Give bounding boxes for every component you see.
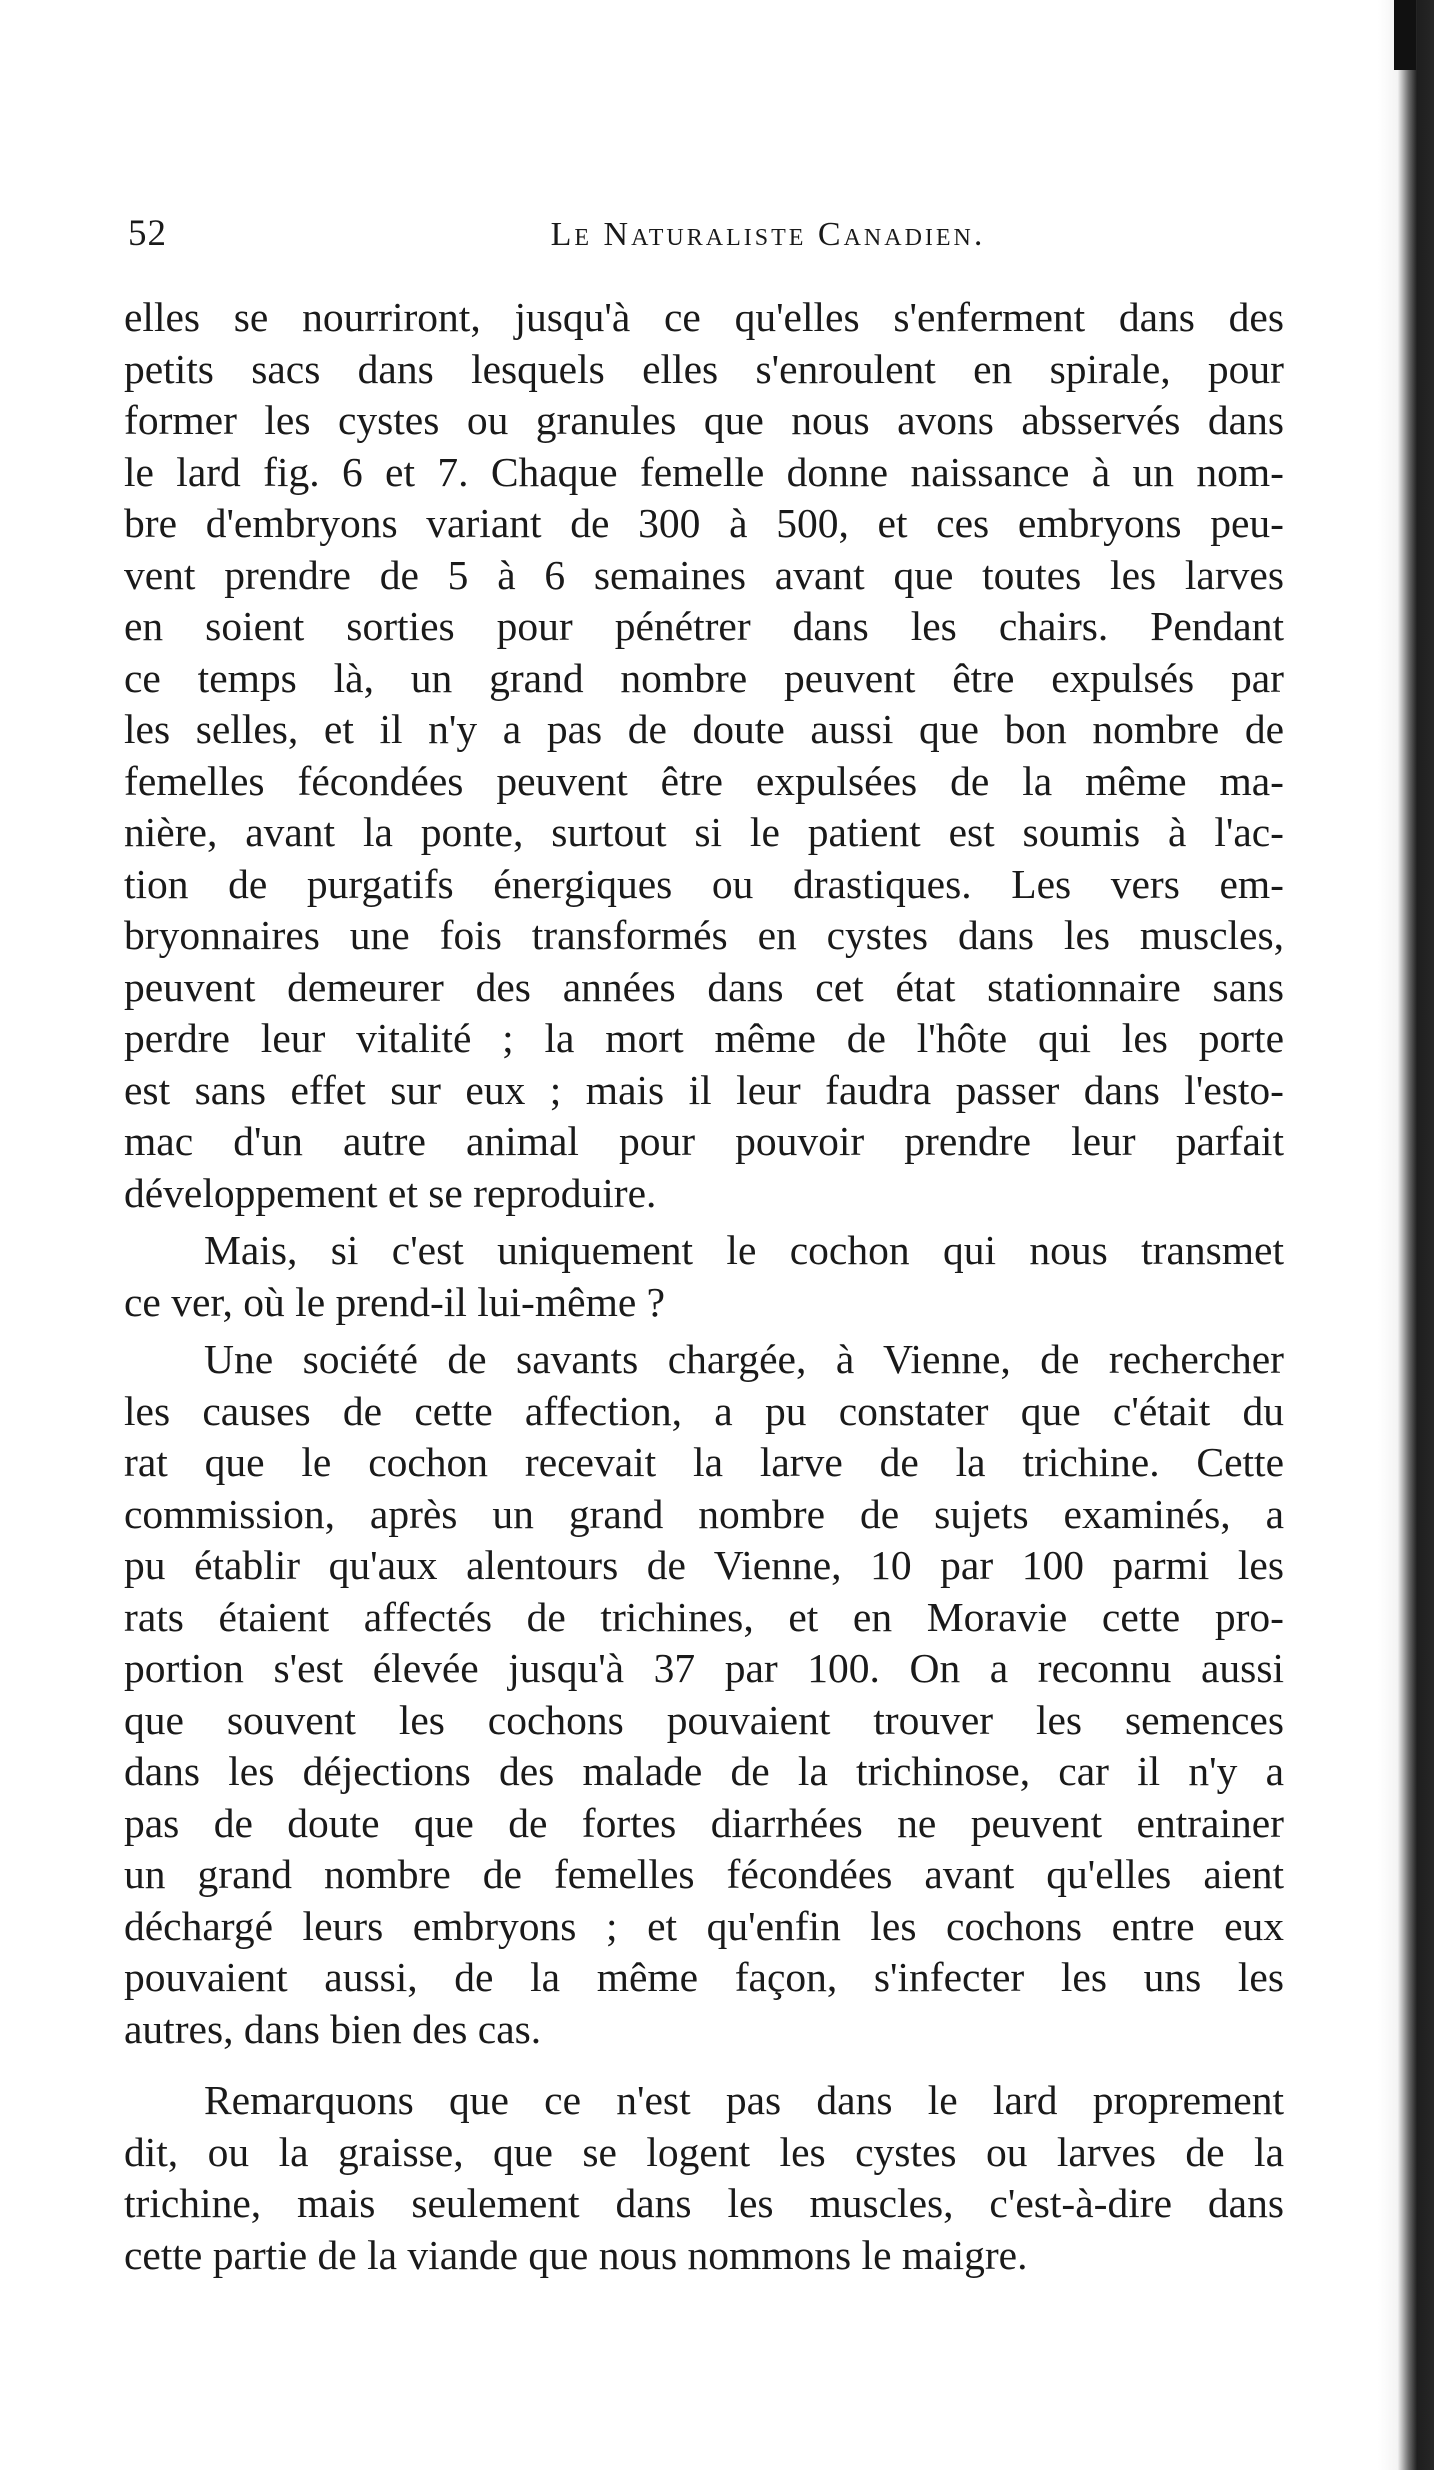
paragraph-3 bbox=[124, 1334, 1284, 2055]
text-line: nière, avant la ponte, surtout si le patient est soumis à l'ac- bbox=[124, 809, 1284, 855]
text-line: cette partie de la viande que nous nommons le maigre. bbox=[124, 2231, 1028, 2278]
text-line: tion de purgatifs énergiques ou drastiques. Les vers em- bbox=[124, 860, 1284, 907]
text-line: former les cystes ou granules que nous avons absservés dans bbox=[124, 397, 1284, 443]
text-line: pas de doute que de fortes diarrhées ne peuvent entrainer bbox=[124, 1799, 1284, 1846]
paragraph-spacer bbox=[124, 2055, 1284, 2075]
text-line: rats étaient affectés de trichines, et en Moravie cette pro- bbox=[124, 1593, 1284, 1640]
body-text bbox=[124, 292, 1284, 2281]
text-line: déchargé leurs embryons ; et qu'enfin les cochons entre eux bbox=[124, 1902, 1284, 1949]
book-spine-edge bbox=[1378, 0, 1434, 2470]
text-line: rat que le cochon recevait la larve de la trichine. Cette bbox=[124, 1439, 1284, 1485]
text-line: un grand nombre de femelles fécondées avant qu'elles aient bbox=[124, 1851, 1284, 1897]
text-line: trichine, mais seulement dans les muscles, c'est-à-dire dans bbox=[124, 2180, 1284, 2226]
text-line: pouvaient aussi, de la même façon, s'infecter les uns les bbox=[124, 1954, 1284, 2000]
text-line: le lard fig. 6 et 7. Chaque femelle donne naissance à un nom- bbox=[124, 448, 1284, 495]
text-line: est sans effet sur eux ; mais il leur faudra passer dans l'esto- bbox=[124, 1066, 1284, 1113]
paragraph-4 bbox=[124, 2075, 1284, 2281]
text-line: portion s'est élevée jusqu'à 37 par 100. On a reconnu aussi bbox=[124, 1645, 1284, 1691]
paragraph-2 bbox=[124, 1225, 1284, 1328]
text-line: commission, après un grand nombre de sujets examinés, a bbox=[124, 1490, 1284, 1537]
text-line: bre d'embryons variant de 300 à 500, et ces embryons peu- bbox=[124, 500, 1284, 546]
text-line: Une société de savants chargée, à Vienne, de rechercher bbox=[204, 1336, 1284, 1382]
text-line: en soient sorties pour pénétrer dans les chairs. Pendant bbox=[124, 603, 1284, 649]
text-line: ce ver, où le prend-il lui-même ? bbox=[124, 1278, 666, 1325]
paragraph-1 bbox=[124, 292, 1284, 1219]
text-line: développement et se reproduire. bbox=[124, 1169, 657, 1216]
text-line: peuvent demeurer des années dans cet état stationnaire sans bbox=[124, 963, 1284, 1010]
text-line: autres, dans bien des cas. bbox=[124, 2005, 542, 2052]
text-line: Remarquons que ce n'est pas dans le lard proprement bbox=[204, 2077, 1284, 2123]
text-line: dit, ou la graisse, que se logent les cystes ou larves de la bbox=[124, 2128, 1284, 2175]
text-line: perdre leur vitalité ; la mort même de l'hôte qui les porte bbox=[124, 1015, 1284, 1061]
text-line: les selles, et il n'y a pas de doute aussi que bon nombre de bbox=[124, 706, 1284, 752]
page-header bbox=[128, 212, 1278, 262]
text-line: mac d'un autre animal pour pouvoir prendre leur parfait bbox=[124, 1118, 1284, 1164]
running-title: Le Naturaliste Canadien. bbox=[550, 216, 986, 253]
text-line: que souvent les cochons pouvaient trouver les semences bbox=[124, 1696, 1284, 1743]
text-line: bryonnaires une fois transformés en cystes dans les muscles, bbox=[124, 912, 1284, 958]
text-line: les causes de cette affection, a pu constater que c'était du bbox=[124, 1387, 1284, 1434]
text-line: elles se nourriront, jusqu'à ce qu'elles s'enferment dans des bbox=[124, 294, 1284, 340]
text-line: ce temps là, un grand nombre peuvent être expulsés par bbox=[124, 654, 1284, 701]
text-line: vent prendre de 5 à 6 semaines avant que toutes les larves bbox=[124, 551, 1284, 598]
text-line: Mais, si c'est uniquement le cochon qui nous transmet bbox=[204, 1227, 1284, 1273]
text-line: femelles fécondées peuvent être expulsées de la même ma- bbox=[124, 757, 1284, 804]
text-line: pu établir qu'aux alentours de Vienne, 10 par 100 parmi les bbox=[124, 1542, 1284, 1588]
page-number: 52 bbox=[128, 213, 167, 254]
text-line: petits sacs dans lesquels elles s'enroulent en spirale, pour bbox=[124, 345, 1284, 392]
book-spine-shadow bbox=[1394, 0, 1416, 70]
text-line: dans les déjections des malade de la trichinose, car il n'y a bbox=[124, 1748, 1284, 1794]
